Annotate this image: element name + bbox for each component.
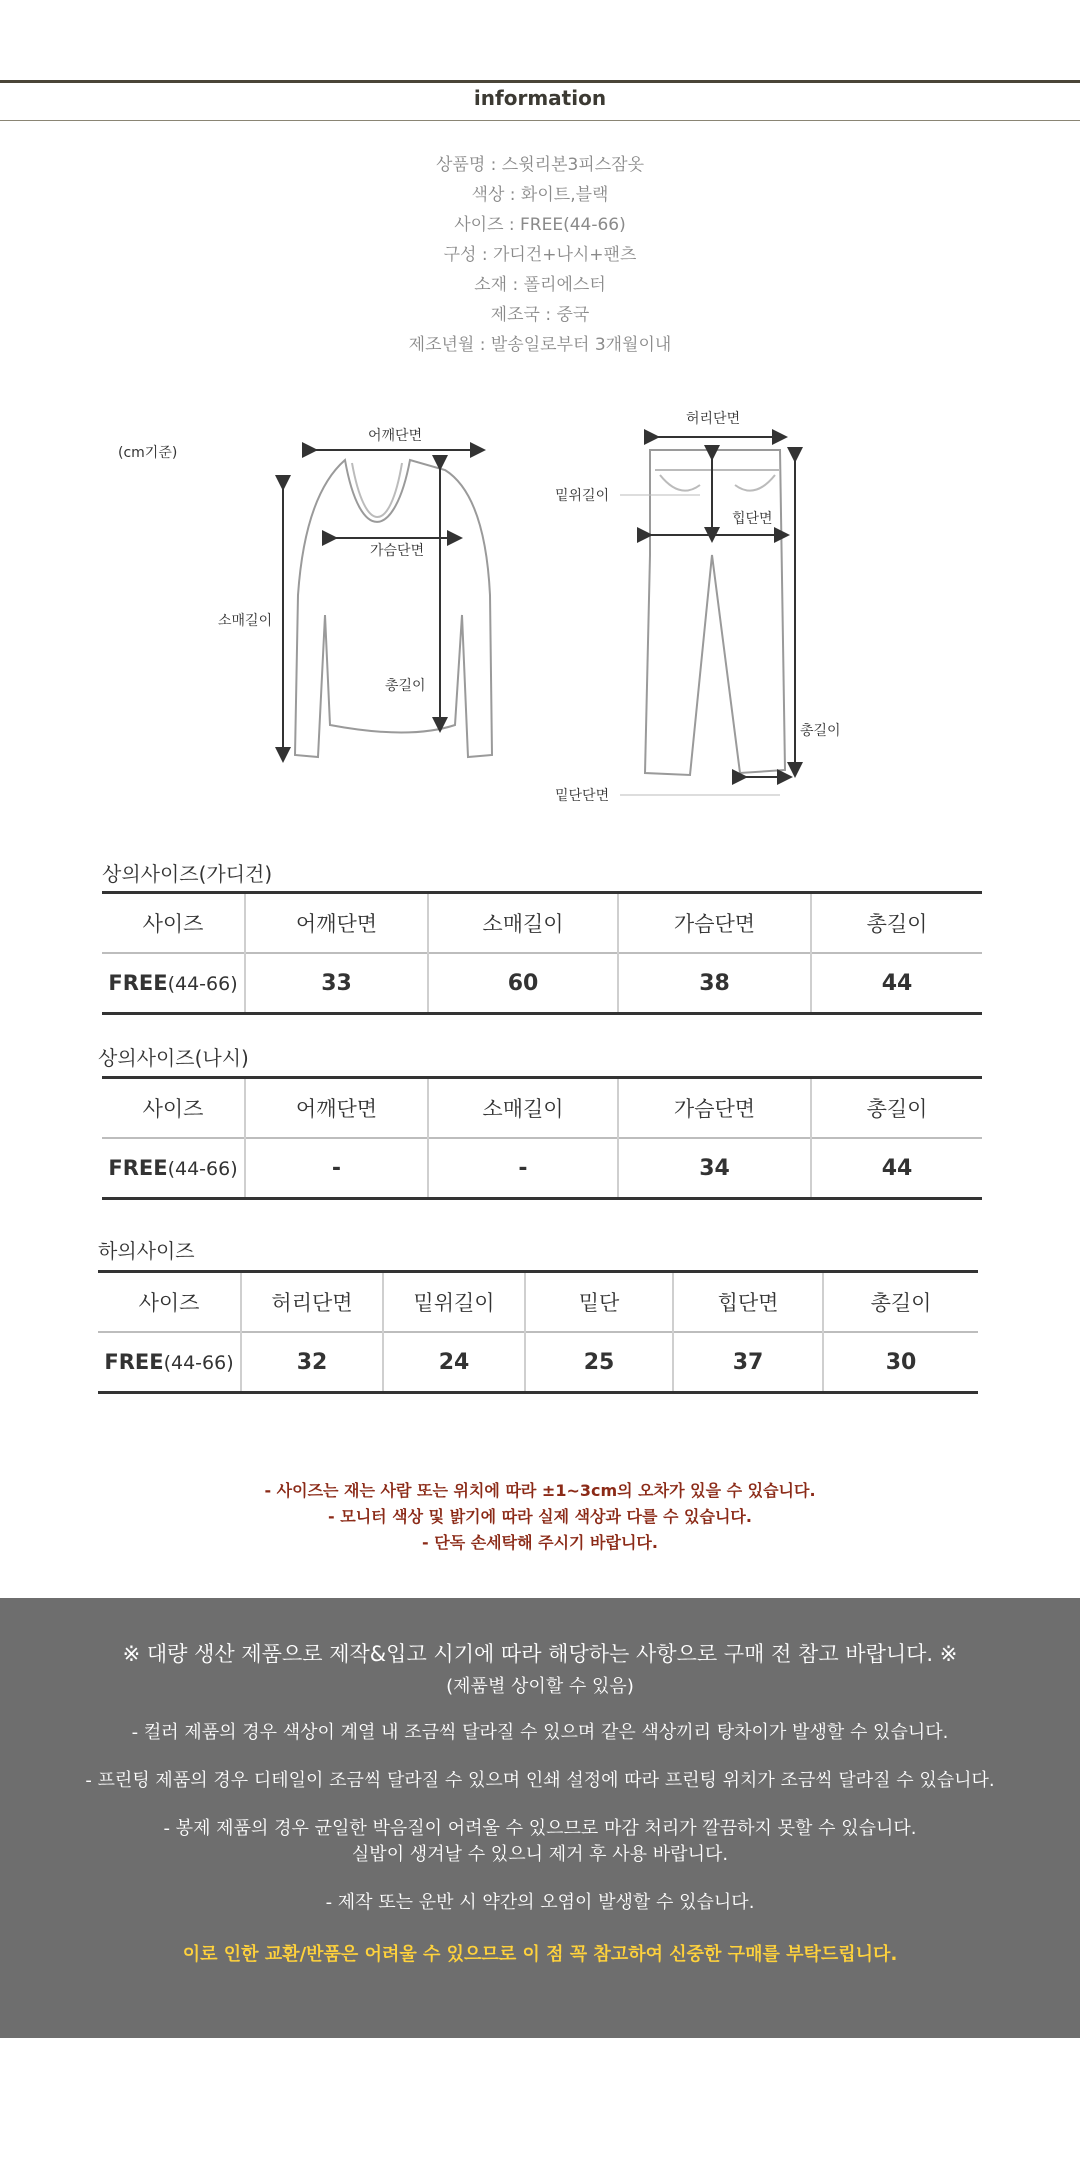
header-cell: 가슴단면 [618,893,811,954]
size-sub: (44-66) [163,1352,234,1374]
table-row [102,1138,982,1199]
hip-label: 힙단면 [732,511,773,527]
spec-line-date: 제조년월 : 발송일로부터 3개월이내 [408,335,672,355]
table-title-cardigan: 상의사이즈(가디건) [102,862,273,886]
size-cell [102,953,245,1014]
header-cell: 총길이 [811,1078,982,1139]
sleeve-label: 소매길이 [218,613,273,629]
value-cell: 32 [241,1332,383,1393]
top-garment-illustration [295,460,492,757]
header-cell: 사이즈 [138,1291,200,1315]
spec-line-material: 소재 : 폴리에스터 [474,275,606,295]
header-cell: 어깨단면 [245,1078,428,1139]
header-cell: 밑단 [525,1272,673,1333]
table-title-sleeveless: 상의사이즈(나시) [98,1046,249,1070]
purchase-notice [0,1598,1080,2038]
note-line: - 모니터 색상 및 밝기에 따라 실제 색상과 다를 수 있습니다. [328,1507,752,1526]
header-cell: 총길이 [823,1272,978,1333]
table-row [102,953,982,1014]
chest-label: 가슴단면 [370,543,425,559]
measurement-diagram [0,395,1080,825]
unit-label: (cm기준) [118,445,178,461]
value-cell: - [428,1138,618,1199]
header-cell: 소매길이 [428,1078,618,1139]
value-cell: 44 [811,953,982,1014]
hem-label: 밑단단면 [555,788,610,804]
note-line: - 사이즈는 재는 사람 또는 위치에 따라 ±1~3cm의 오차가 있을 수 있습니다. [264,1481,816,1500]
notice-subheading: (제품별 상이할 수 있음) [446,1676,634,1697]
value-cell: 30 [823,1332,978,1393]
notice-printing: - 프린팅 제품의 경우 디테일이 조금씩 달라질 수 있으며 인쇄 설정에 따라 프린팅 위치가 조금씩 달라질 수 있습니다. [85,1770,995,1791]
spec-list [0,150,1080,360]
notice-sewing-line1: - 봉제 제품의 경우 균일한 박음질이 어려울 수 있으므로 마감 처리가 깔끔하지 못할 수 있습니다. [163,1818,917,1839]
size-cell [98,1332,241,1393]
top-length-label: 총길이 [385,678,426,694]
size-table-cardigan [102,891,982,1015]
value-cell: 60 [428,953,618,1014]
notice-heading: ※ 대량 생산 제품으로 제작&입고 시기에 따라 해당하는 사항으로 구매 전 참고 바랍니다. ※ [122,1642,958,1666]
waist-label: 허리단면 [686,411,741,427]
page-title: information [473,86,607,110]
bottom-garment-illustration [645,450,785,775]
size-main: FREE [104,1350,164,1374]
header-cell: 허리단면 [241,1272,383,1333]
size-sub: (44-66) [167,973,238,995]
note-line: - 단독 손세탁해 주시기 바랍니다. [422,1533,658,1552]
value-cell: 25 [525,1332,673,1393]
value-cell: 24 [383,1332,525,1393]
value-cell: 33 [245,953,428,1014]
spec-line-color: 색상 : 화이트,블랙 [471,185,609,205]
size-table-bottoms [98,1270,978,1394]
header-bottom-rule [0,120,1080,121]
header-cell: 어깨단면 [245,893,428,954]
value-cell: 37 [673,1332,823,1393]
bottom-length-label: 총길이 [800,723,841,739]
spec-line-composition: 구성 : 가디건+나시+팬츠 [443,245,637,265]
value-cell: 38 [618,953,811,1014]
spec-line-size: 사이즈 : FREE(44-66) [454,215,626,235]
rise-label: 밑위길이 [555,488,610,504]
header-cell: 사이즈 [142,1097,204,1121]
notice-sewing [0,1816,1080,1868]
notice-warning: 이로 인한 교환/반품은 어려울 수 있으므로 이 점 꼭 참고하여 신중한 구매를 부탁드립니다. [182,1944,898,1965]
size-sub: (44-66) [167,1158,238,1180]
size-table-sleeveless [102,1076,982,1200]
spec-line-origin: 제조국 : 중국 [490,305,590,325]
size-main: FREE [108,971,168,995]
value-cell: 44 [811,1138,982,1199]
value-cell: 34 [618,1138,811,1199]
size-cell [102,1138,245,1199]
header-cell: 소매길이 [428,893,618,954]
table-title-bottoms: 하의사이즈 [98,1239,195,1263]
header-cell: 밑위길이 [383,1272,525,1333]
shoulder-label: 어깨단면 [368,428,423,444]
notice-contamination: - 제작 또는 운반 시 약간의 오염이 발생할 수 있습니다. [325,1892,755,1913]
spec-line-product: 상품명 : 스윗리본3피스잠옷 [436,155,644,175]
header-cell: 가슴단면 [618,1078,811,1139]
notice-sewing-line2: 실밥이 생겨날 수 있으니 제거 후 사용 바랍니다. [351,1844,729,1865]
header-top-rule [0,80,1080,83]
header-cell: 사이즈 [142,912,204,936]
notice-color: - 컬러 제품의 경우 색상이 계열 내 조금씩 달라질 수 있으며 같은 색상끼리 탕차이가 발생할 수 있습니다. [131,1722,949,1743]
value-cell: - [245,1138,428,1199]
table-row [98,1332,978,1393]
header-cell: 힙단면 [673,1272,823,1333]
size-notes [0,1478,1080,1556]
size-main: FREE [108,1156,168,1180]
header-cell: 총길이 [811,893,982,954]
